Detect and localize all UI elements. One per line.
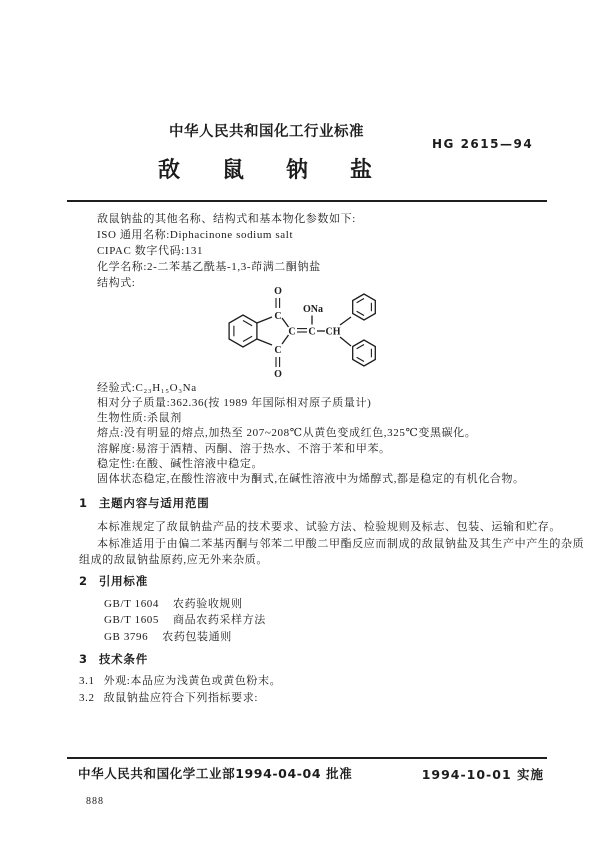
clause-text: 敌鼠钠盐应符合下列指标要求: — [103, 692, 259, 704]
structure-diagram — [225, 281, 400, 383]
intro-lead: 敌鼠钠盐的其他名称、结构式和基本物化参数如下: — [97, 213, 356, 225]
property-line: 熔点:没有明显的熔点,加热至 207~208℃从黄色变成红色,325℃变黑碳化。 — [97, 427, 477, 439]
document-title: 敌鼠钠盐 — [158, 158, 415, 183]
section-number: 1 — [79, 496, 88, 510]
property-line: 生物性质:杀鼠剂 — [97, 412, 182, 424]
reference-code: GB/T 1604 — [104, 598, 160, 610]
clause-text: 外观:本品应为浅黄色或黄色粉末。 — [103, 675, 282, 687]
phenyl-bond-lower — [340, 337, 351, 346]
atom-label-o-top: O — [274, 286, 282, 297]
atom-label-c-bottom: C — [274, 345, 282, 356]
phenyl-bond-upper — [340, 317, 351, 325]
reference-item — [104, 611, 266, 627]
section-1-paragraph-2-line-2: 组成的敌鼠钠盐原药,应无外来杂质。 — [79, 554, 268, 566]
clause-3-2 — [79, 689, 258, 705]
clause-3-1 — [79, 672, 281, 688]
section-number: 3 — [79, 652, 88, 666]
property-line: 溶解度:易溶于酒精、丙酮、溶于热水、不溶于苯和甲苯。 — [97, 443, 391, 455]
footer-rule — [67, 757, 547, 759]
section-1-paragraph-1: 本标准规定了敌鼠钠盐产品的技术要求、试验方法、检验规则及标志、包装、运输和贮存。 — [97, 521, 561, 533]
clause-number: 3.2 — [79, 692, 95, 704]
standard-number: HG 2615—94 — [432, 137, 534, 151]
section-title: 主题内容与适用范围 — [98, 496, 210, 510]
property-line: 固体状态稳定,在酸性溶液中为酮式,在碱性溶液中为烯醇式,都是稳定的有机化合物。 — [97, 473, 525, 485]
reference-name: 农药包装通则 — [162, 631, 232, 643]
chemical-name-line: 化学名称:2-二苯基乙酰基-1,3-茚满二酮钠盐 — [97, 261, 321, 273]
reference-code: GB 3796 — [104, 631, 149, 643]
property-line: 相对分子质量:362.36(按 1989 年国际相对原子质量计) — [97, 397, 372, 409]
benzene-double-bond — [243, 321, 252, 326]
reference-name: 商品农药采样方法 — [173, 614, 266, 626]
section-1-heading — [79, 495, 210, 511]
atom-label-o-bottom: O — [274, 369, 282, 380]
iso-name-line: ISO 通用名称:Diphacinone sodium salt — [97, 229, 294, 241]
benzene-double-bond — [243, 336, 252, 341]
atom-label-ona: ONa — [303, 304, 323, 315]
clause-number: 3.1 — [79, 675, 95, 687]
property-line: 稳定性:在酸、碱性溶液中稳定。 — [97, 458, 264, 470]
page-number: 888 — [86, 796, 104, 807]
atom-label-ch: CH — [325, 326, 341, 338]
standard-header: 中华人民共和国化工行业标准 — [169, 124, 364, 140]
reference-name: 农药验收规则 — [173, 598, 243, 610]
section-2-heading — [79, 573, 148, 589]
section-title: 技术条件 — [98, 652, 149, 666]
ring-bond — [257, 339, 272, 345]
atom-label-c-center: C — [288, 326, 296, 338]
atom-label-c-enol: C — [308, 326, 316, 338]
section-1-paragraph-2-line-1: 本标准适用于由偏二苯基丙酮与邻苯二甲酸二甲酯反应而制成的敌鼠钠盐及其生产中产生的杂质 — [97, 538, 585, 550]
section-3-heading — [79, 651, 148, 667]
phenyl-double-bond — [357, 311, 364, 315]
property-line: 经验式:C₂₃H₁₅O₃Na — [97, 382, 197, 394]
section-number: 2 — [79, 574, 88, 588]
phenyl-double-bond — [357, 357, 364, 361]
approval-statement: 中华人民共和国化学工业部1994-04-04 批准 — [78, 766, 353, 781]
header-rule — [67, 200, 547, 202]
reference-item — [104, 628, 232, 644]
phenyl-double-bond — [357, 345, 364, 349]
cipac-code-line: CIPAC 数字代码:131 — [97, 245, 204, 257]
reference-item — [104, 595, 243, 611]
ring-bond — [257, 317, 272, 323]
phenyl-double-bond — [357, 299, 364, 303]
section-title: 引用标准 — [98, 574, 149, 588]
benzene-ring — [229, 315, 257, 347]
atom-label-c-top: C — [274, 311, 282, 322]
structure-formula-label: 结构式: — [97, 277, 136, 289]
implementation-date: 1994-10-01 实施 — [421, 767, 544, 782]
reference-code: GB/T 1605 — [104, 614, 160, 626]
